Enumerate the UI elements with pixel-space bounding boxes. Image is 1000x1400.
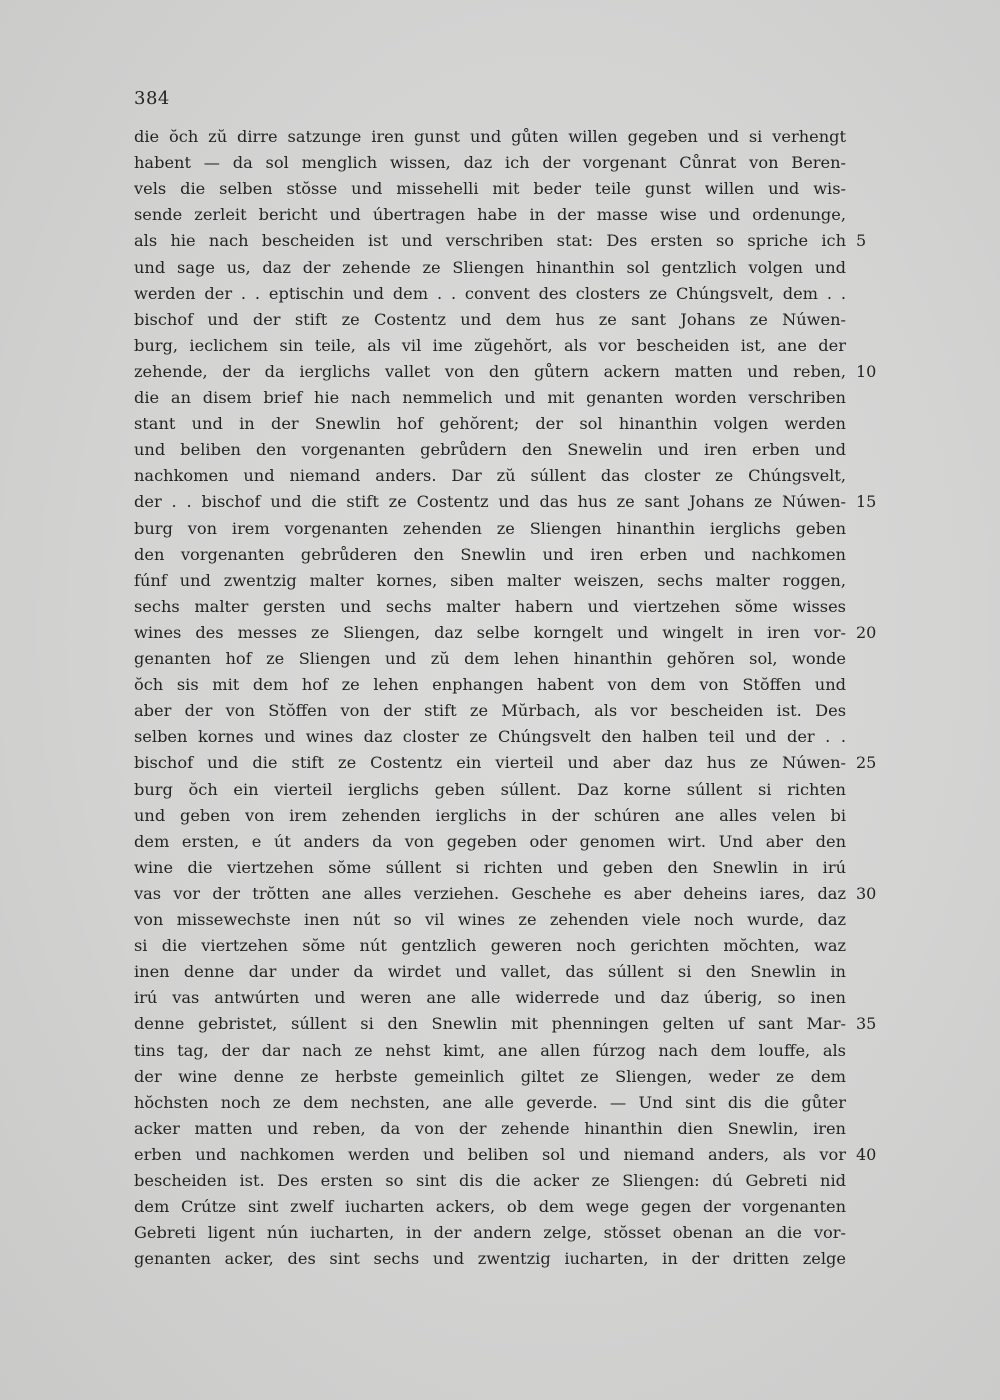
text-line: si die viertzehen sŏme nút gentzlich geweren noch gerichten mŏchten, waz [134, 936, 846, 956]
text-line: werden der . . eptischin und dem . . convent des closters ze Chúngsvelt, dem . . [134, 283, 846, 303]
text-line: genanten hof ze Sliengen und zŭ dem lehen hinanthin gehŏren sol, wonde [134, 649, 846, 668]
text-line: burg ŏch ein vierteil ierglichs geben súllent. Daz korne súllent si richten [134, 779, 846, 799]
text-line: tins tag, der dar nach ze nehst kimt, ane allen fúrzog nach dem louffe, als [134, 1040, 846, 1060]
text-line: bischof und der stift ze Costentz und dem hus ze sant Johans ze Núwen- [134, 309, 846, 329]
line-number: 20 [856, 622, 877, 642]
text-line: burg, ieclichem sin teile, als vil ime zŭgehŏrt, als vor bescheiden ist, ane der [134, 335, 846, 355]
text-line: burg von irem vorgenanten zehenden ze Sliengen hinanthin ierglichs geben [134, 518, 846, 538]
text-line: aber der von Stŏffen von der stift ze Mŭrbach, als vor bescheiden ist. Des [134, 701, 846, 721]
line-number: 10 [856, 361, 877, 381]
text-line: wine die viertzehen sŏme súllent si richten und geben den Snewlin in irú [134, 857, 846, 877]
text-line: sechs malter gersten und sechs malter habern und viertzehen sŏme wisses [134, 596, 846, 616]
text-line: und geben von irem zehenden ierglichs in der schúren ane alles velen bi [134, 805, 846, 825]
text-line: zehende, der da ierglichs vallet von den gůtern ackern matten und reben, [134, 361, 846, 381]
text-line: nachkomen und niemand anders. Dar zŭ súllent das closter ze Chúngsvelt, [134, 466, 846, 486]
line-number: 15 [856, 492, 877, 512]
line-number: 5 [856, 231, 867, 251]
text-line: bescheiden ist. Des ersten so sint dis die acker ze Sliengen: dú Gebreti nid [134, 1171, 846, 1190]
text-line: und sage us, daz der zehende ze Sliengen hinanthin sol gentzlich volgen und [134, 257, 846, 277]
text-line: irú vas antwúrten und weren ane alle widerrede und daz úberig, so inen [134, 988, 846, 1008]
text-line: und beliben den vorgenanten gebrůdern den Snewelin und iren erben und [134, 440, 846, 460]
text-line: die ŏch zŭ dirre satzunge iren gunst und gůten willen gegeben und si verhengt [134, 127, 846, 146]
text-line: der wine denne ze herbste gemeinlich giltet ze Sliengen, weder ze dem [134, 1066, 846, 1086]
page-number: 384 [134, 88, 170, 109]
text-line: stant und in der Snewlin hof gehŏrent; der sol hinanthin volgen werden [134, 414, 846, 434]
line-number: 25 [856, 753, 877, 773]
text-line: bischof und die stift ze Costentz ein vierteil und aber daz hus ze Núwen- [134, 753, 846, 773]
text-line: vels die selben stŏsse und missehelli mit beder teile gunst willen und wis- [134, 179, 846, 199]
line-number: 40 [856, 1144, 877, 1164]
text-line: ŏch sis mit dem hof ze lehen enphangen habent von dem von Stŏffen und [134, 675, 846, 695]
text-line: inen denne dar under da wirdet und vallet, das súllent si den Snewlin in [134, 962, 846, 982]
text-line: erben und nachkomen werden und beliben sol und niemand anders, als vor [134, 1144, 846, 1164]
text-line: Gebreti ligent nún iucharten, in der andern zelge, stŏsset obenan an die vor- [134, 1223, 846, 1243]
text-line: denne gebristet, súllent si den Snewlin mit phenningen gelten uf sant Mar- [134, 1014, 846, 1034]
line-number: 35 [856, 1014, 877, 1034]
text-line: selben kornes und wines daz closter ze Chúngsvelt den halben teil und der . . [134, 727, 846, 747]
text-line: wines des messes ze Sliengen, daz selbe korngelt und wingelt in iren vor- [134, 622, 846, 642]
text-line: fúnf und zwentzig malter kornes, siben malter weiszen, sechs malter roggen, [134, 570, 846, 590]
text-line: hŏchsten noch ze dem nechsten, ane alle geverde. — Und sint dis die gůter [134, 1092, 846, 1112]
text-line: der . . bischof und die stift ze Costentz und das hus ze sant Johans ze Núwen- [134, 492, 846, 512]
text-line: genanten acker, des sint sechs und zwentzig iucharten, in der dritten zelge [134, 1249, 846, 1269]
text-line: acker matten und reben, da von der zehende hinanthin dien Snewlin, iren [134, 1118, 846, 1138]
text-line: dem ersten, e út anders da von gegeben oder genomen wirt. Und aber den [134, 831, 846, 851]
text-line: habent — da sol menglich wissen, daz ich der vorgenant Cůnrat von Beren- [134, 153, 846, 173]
line-number: 30 [856, 883, 877, 903]
text-line: von missewechste inen nút so vil wines ze zehenden viele noch wurde, daz [134, 910, 846, 929]
text-line: die an disem brief hie nach nemmelich und mit genanten worden verschriben [134, 388, 846, 407]
text-line: vas vor der trŏtten ane alles verziehen. Geschehe es aber deheins iares, daz [134, 883, 846, 903]
text-line: als hie nach bescheiden ist und verschriben stat: Des ersten so spriche ich [134, 231, 846, 251]
text-line: sende zerleit bericht und úbertragen habe in der masse wise und ordenunge, [134, 205, 846, 225]
text-line: dem Crútze sint zwelf iucharten ackers, ob dem wege gegen der vorgenanten [134, 1197, 846, 1217]
text-line: den vorgenanten gebrůderen den Snewlin und iren erben und nachkomen [134, 544, 846, 564]
